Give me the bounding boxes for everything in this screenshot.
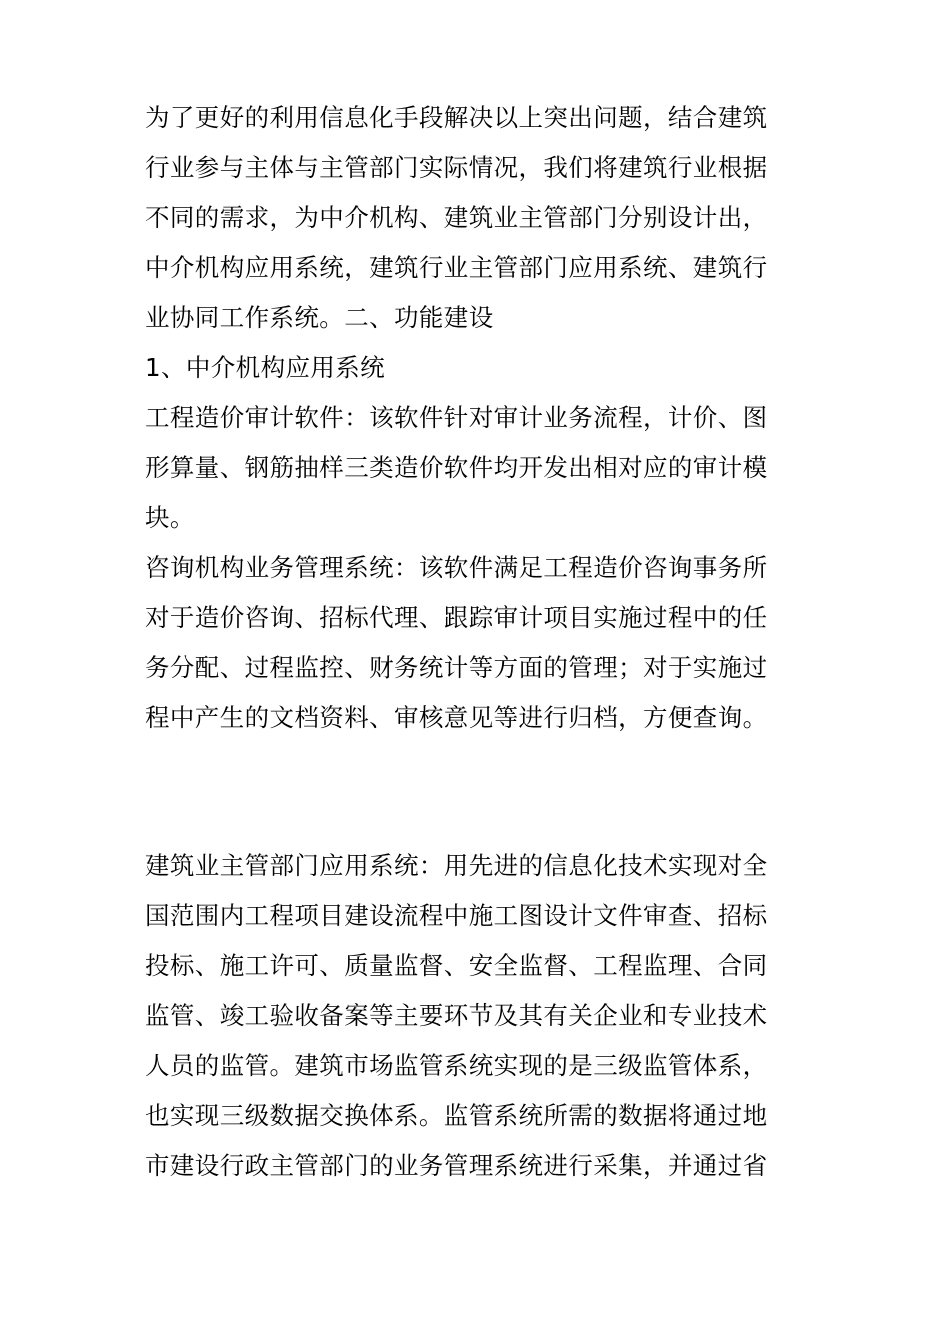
paragraph-line: 监管、竣工验收备案等主要环节及其有关企业和专业技术	[145, 1001, 768, 1030]
paragraph-line: 也实现三级数据交换体系。监管系统所需的数据将通过地	[145, 1101, 768, 1130]
paragraph-line: 形算量、钢筋抽样三类造价软件均开发出相对应的审计模	[145, 453, 768, 482]
paragraph-line: 国范围内工程项目建设流程中施工图设计文件审查、招标	[145, 901, 768, 930]
paragraph-line: 对于造价咨询、招标代理、跟踪审计项目实施过程中的任	[145, 603, 768, 632]
paragraph-line: 不同的需求，为中介机构、建筑业主管部门分别设计出，	[145, 203, 768, 232]
paragraph-line: 投标、施工许可、质量监督、安全监督、工程监理、合同	[145, 951, 768, 980]
paragraph-line: 工程造价审计软件：该软件针对审计业务流程，计价、图	[145, 403, 768, 432]
paragraph-line: 行业参与主体与主管部门实际情况，我们将建筑行业根据	[145, 153, 768, 182]
paragraph-line: 人员的监管。建筑市场监管系统实现的是三级监管体系，	[145, 1051, 768, 1080]
paragraph-line: 咨询机构业务管理系统：该软件满足工程造价咨询事务所	[145, 553, 768, 582]
paragraph-line: 务分配、过程监控、财务统计等方面的管理；对于实施过	[145, 653, 768, 682]
paragraph-line: 程中产生的文档资料、审核意见等进行归档，方便查询。	[145, 703, 768, 732]
section-heading: 1、中介机构应用系统	[145, 353, 386, 382]
paragraph-line: 为了更好的利用信息化手段解决以上突出问题，结合建筑	[145, 103, 768, 132]
paragraph-line: 业协同工作系统。二、功能建设	[145, 303, 494, 332]
paragraph-line: 市建设行政主管部门的业务管理系统进行采集，并通过省	[145, 1151, 768, 1180]
paragraph-line: 中介机构应用系统，建筑行业主管部门应用系统、建筑行	[145, 253, 768, 282]
paragraph-line: 建筑业主管部门应用系统：用先进的信息化技术实现对全	[145, 851, 768, 880]
paragraph-line: 块。	[145, 503, 195, 532]
